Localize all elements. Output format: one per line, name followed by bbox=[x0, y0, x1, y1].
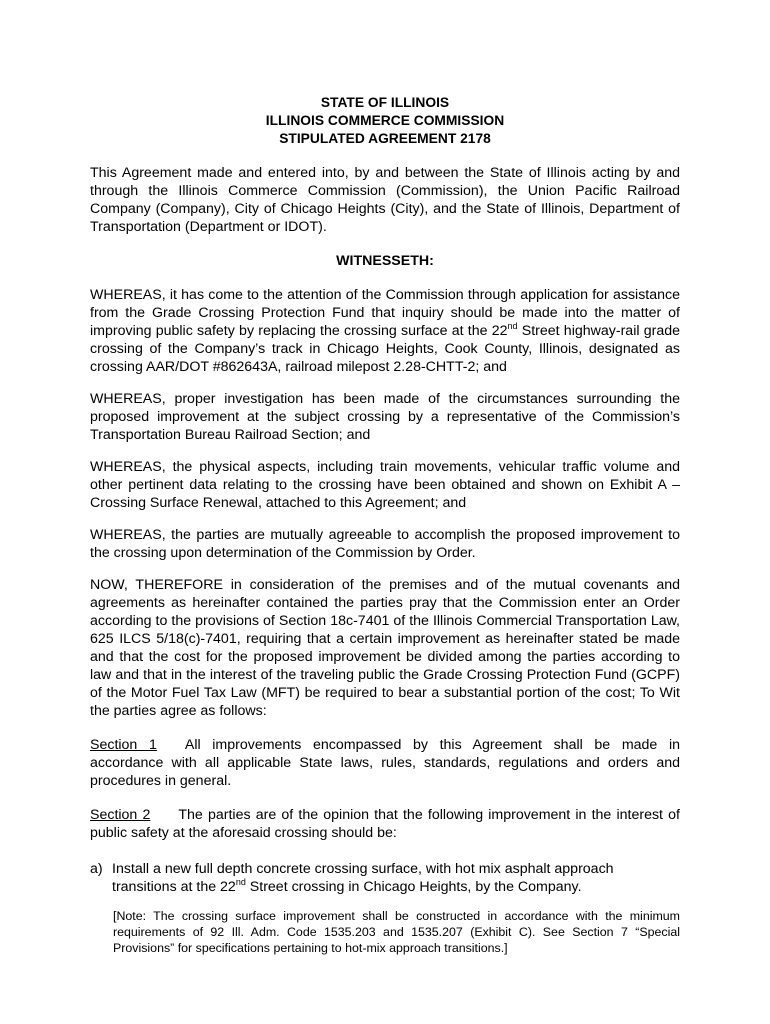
list-item-a-text-a: Install a new full depth concrete crossing surface, with hot mix asphalt approach transitions at the 22 bbox=[112, 861, 614, 895]
list-item-a-label: a) bbox=[90, 861, 103, 877]
whereas-1-text-a: WHEREAS, it has come to the attention of the Commission through application for assistance from the Grade Crossing Protection Fund that inquiry should be made into the matter of improving public safety by replacing the crossing surface at the 22 bbox=[90, 287, 680, 339]
list-item-a-text-b: Street crossing in Chicago Heights, by the Company. bbox=[245, 879, 582, 895]
header-state: STATE OF ILLINOIS bbox=[320, 95, 450, 110]
list-item-a-text bbox=[112, 860, 680, 896]
ordinal-suffix: nd bbox=[507, 321, 518, 331]
whereas-1-text-b: Street highway-rail grade crossing of the Company’s track in Chicago Heights, Cook County, Illinois, designated as crossing AAR/DOT #862643A, railroad milepost 2.28-CHTT-2; and bbox=[90, 323, 680, 375]
note-paragraph: [Note: The crossing surface improvement shall be constructed in accordance with the minimum requirements of 92 Ill. Adm. Code 1535.203 and 1535.207 (Exhibit C). See Section 7 “Special Provisions” for specifications pertaining to hot-mix approach transitions.] bbox=[113, 909, 680, 955]
whereas-paragraph-3: WHEREAS, the physical aspects, including train movements, vehicular traffic volume and other pertinent data relating to the crossing have been obtained and shown on Exhibit A – Crossing Surface Renewal, attached to this Agreement; and bbox=[90, 459, 680, 511]
header-agreement-title: STIPULATED AGREEMENT 2178 bbox=[279, 131, 491, 146]
document-header bbox=[90, 94, 680, 148]
section-1-paragraph bbox=[90, 736, 680, 790]
now-therefore-paragraph: NOW, THEREFORE in consideration of the premises and of the mutual covenants and agreements as hereinafter contained the parties pray that the Commission enter an Order according to the provisions of Section 18c-7401 of the Illinois Commercial Transportation Law, 625 ILCS 5/18(c)-7401, requiring that a certain improvement as hereinafter stated be made and that the cost for the proposed improvement be divided among the parties according to law and that in the interest of the traveling public the Grade Crossing Protection Fund (GCPF) of the Motor Fuel Tax Law (MFT) be required to bear a substantial portion of the cost; To Wit the parties agree as follows: bbox=[90, 577, 680, 719]
intro-paragraph: This Agreement made and entered into, by and between the State of Illinois acting by and through the Illinois Commerce Commission (Commission), the Union Pacific Railroad Company (Company), City of Chicago Heights (City), and the State of Illinois, Department of Transportation (Department or IDOT). bbox=[90, 165, 680, 235]
document-body bbox=[90, 94, 680, 956]
header-commission: ILLINOIS COMMERCE COMMISSION bbox=[265, 113, 505, 128]
whereas-paragraph-1 bbox=[90, 286, 680, 376]
whereas-paragraph-2: WHEREAS, proper investigation has been made of the circumstances surrounding the proposed improvement at the subject crossing by a representative of the Commission’s Transportation Bureau Railroad Section; and bbox=[90, 391, 680, 443]
section-1-text: All improvements encompassed by this Agreement shall be made in accordance with all applicable State laws, rules, standards, regulations and orders and procedures in general. bbox=[90, 737, 680, 789]
whereas-paragraph-4: WHEREAS, the parties are mutually agreeable to accomplish the proposed improvement to the crossing upon determination of the Commission by Order. bbox=[90, 527, 680, 561]
list-item-a bbox=[90, 860, 680, 896]
ordinal-suffix: nd bbox=[235, 877, 246, 887]
witnesseth-heading: WITNESSETH: bbox=[336, 253, 434, 269]
section-2-label: Section 2 bbox=[90, 807, 151, 823]
section-1-label: Section 1 bbox=[90, 737, 157, 753]
section-2-text: The parties are of the opinion that the following improvement in the interest of public safety at the aforesaid crossing should be: bbox=[90, 807, 680, 841]
section-2-paragraph bbox=[90, 806, 680, 842]
